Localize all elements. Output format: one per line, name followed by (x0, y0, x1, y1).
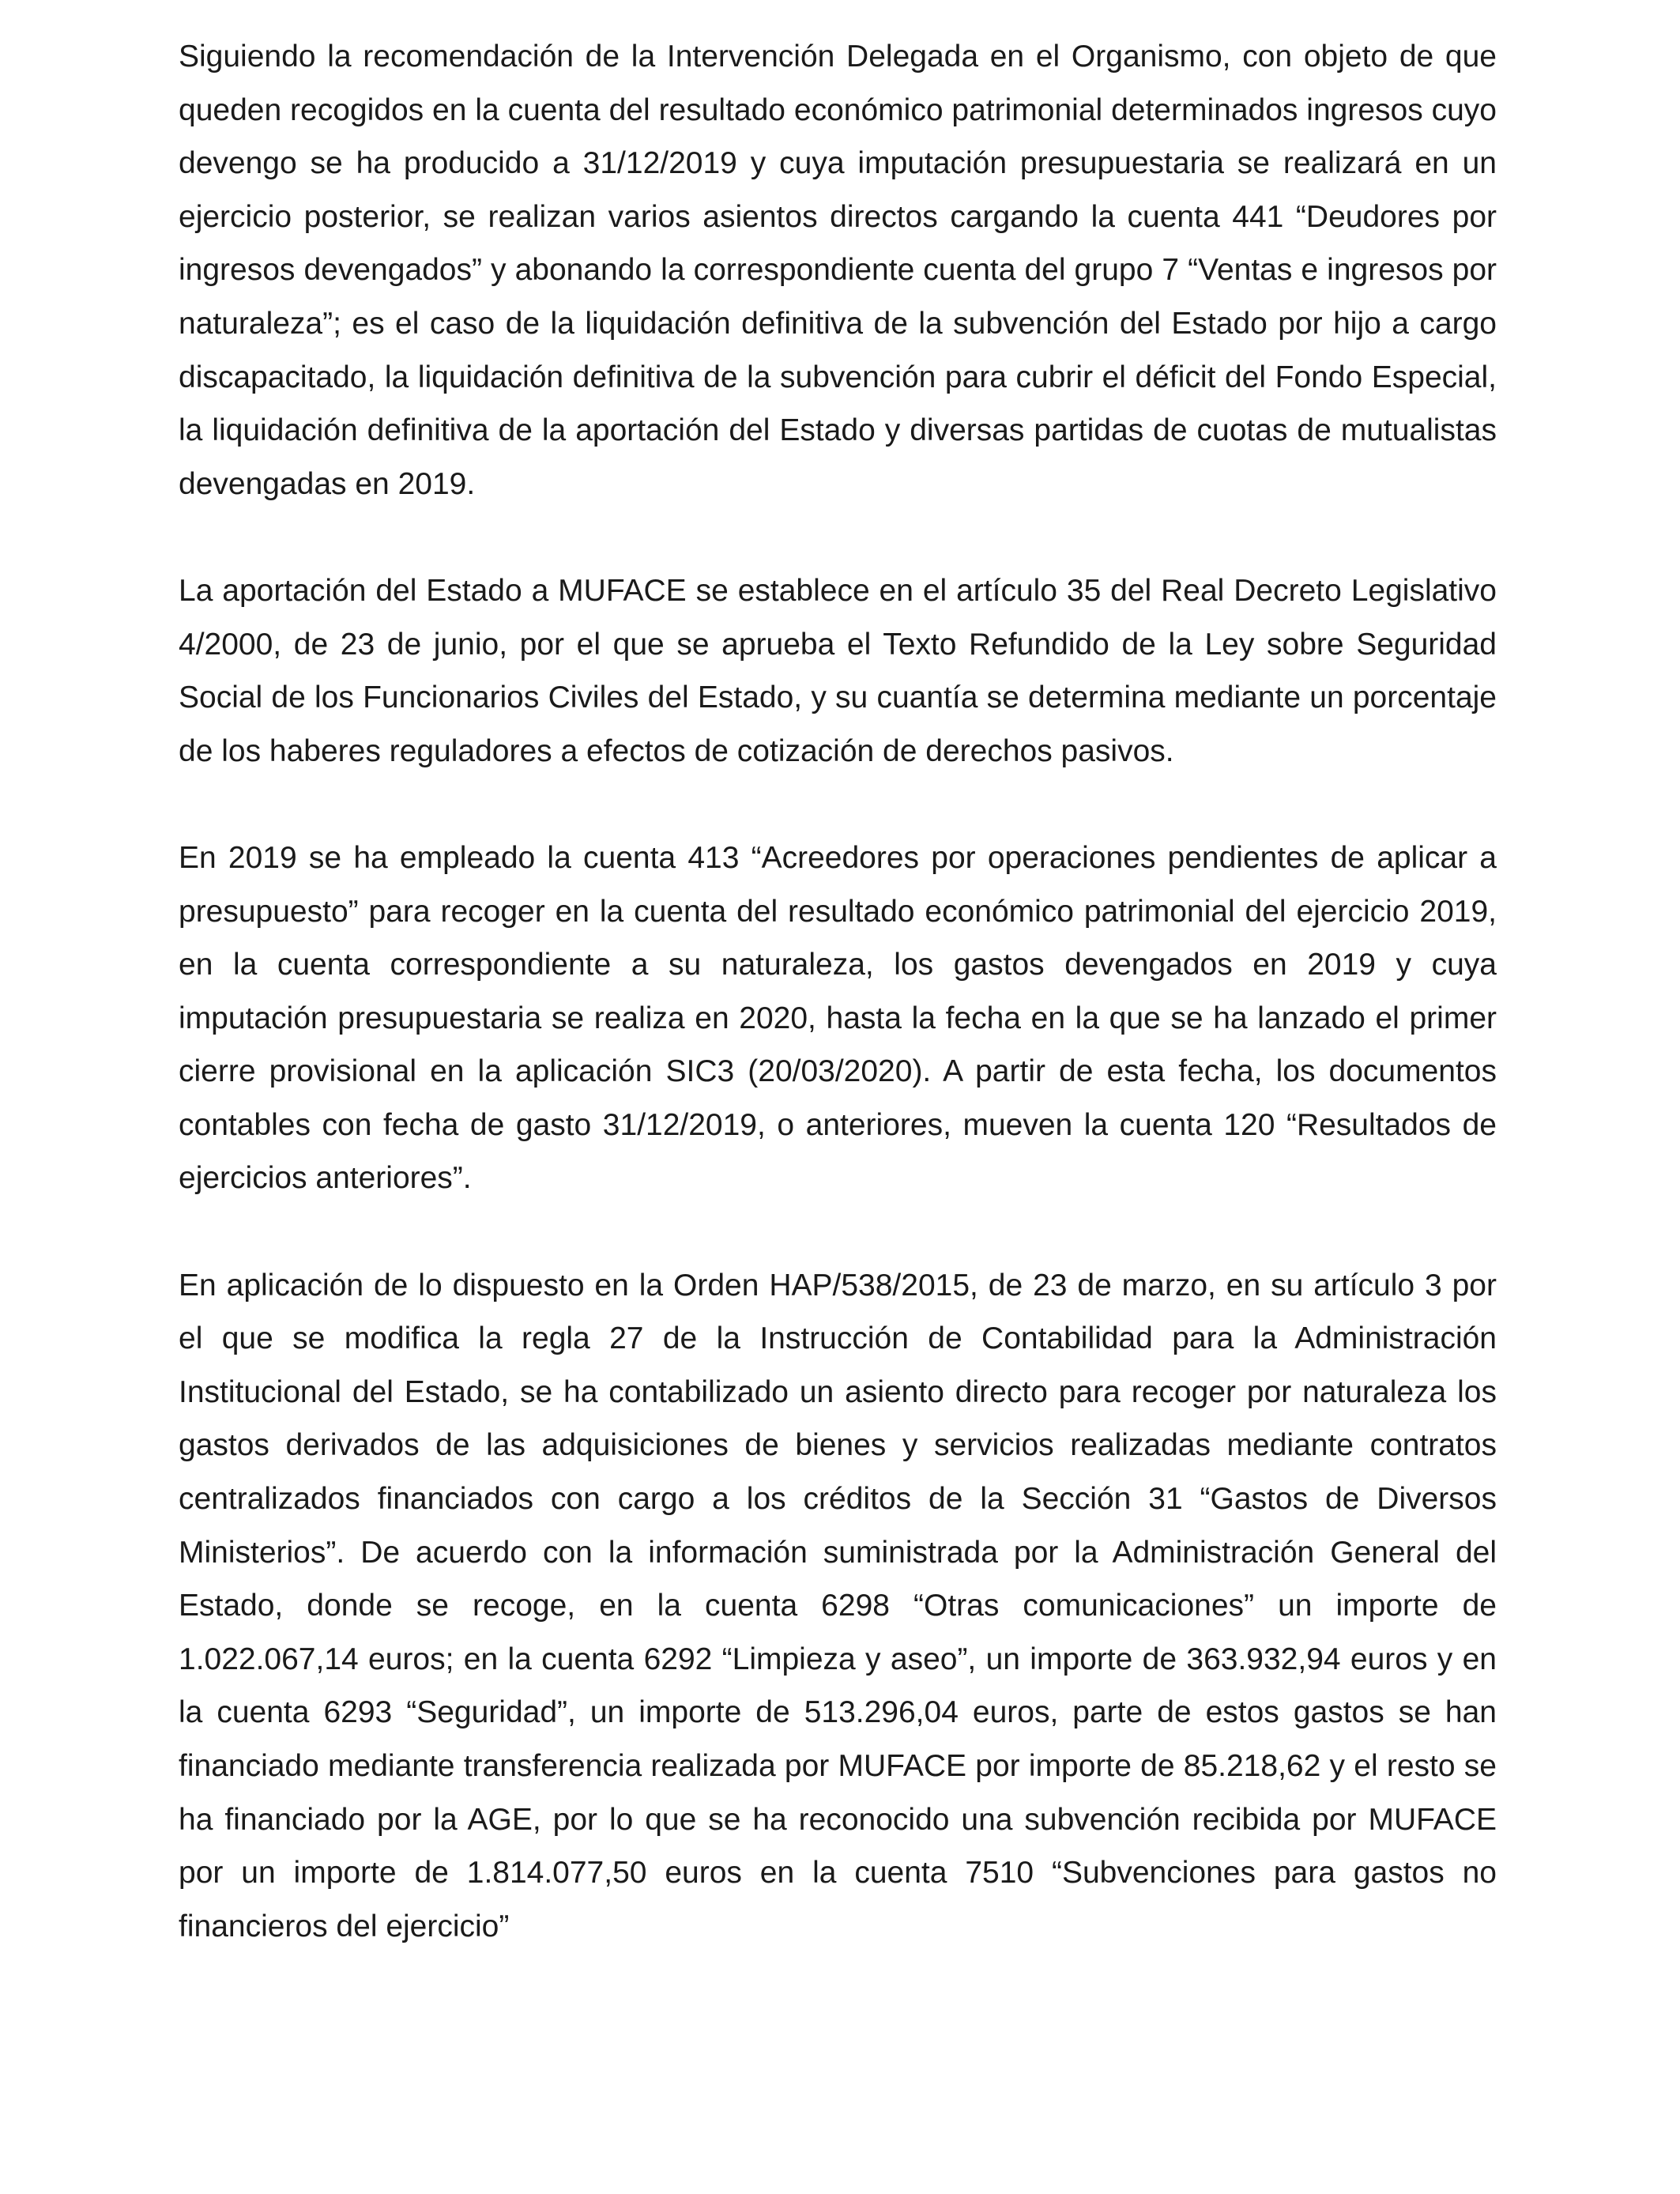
paragraph-orden-hap: En aplicación de lo dispuesto en la Orden HAP/538/2015, de 23 de marzo, en su artículo 3 por el que se modifica la regla 27 de la Instrucción de Contabilidad para la Administración Institucional del Estado, se ha contabilizado un asiento directo para recoger por naturaleza los gastos derivados de las adquisiciones de bienes y servicios realizadas mediante contratos centralizados financiados con cargo a los créditos de la Sección 31 “Gastos de Diversos Ministerios”. De acuerdo con la información suministrada por la Administración General del Estado, donde se recoge, en la cuenta 6298 “Otras comunicaciones” un importe de 1.022.067,14 euros; en la cuenta 6292 “Limpieza y aseo”, un importe de 363.932,94 euros y en la cuenta 6293 “Seguridad”, un importe de 513.296,04 euros, parte de estos gastos se han financiado mediante transferencia realizada por MUFACE por importe de 85.218,62 y el resto se ha financiado por la AGE, por lo que se ha reconocido una subvención recibida por MUFACE por un importe de 1.814.077,50 euros en la cuenta 7510 “Subvenciones para gastos no financieros del ejercicio” (179, 1268, 1497, 1943)
document-page (179, 30, 1497, 1953)
paragraph-deudores-ingresos-devengados: Siguiendo la recomendación de la Intervención Delegada en el Organismo, con objeto de que queden recogidos en la cuenta del resultado económico patrimonial determinados ingresos cuyo devengo se ha producido a 31/12/2019 y cuya imputación presupuestaria se realizará en un ejercicio posterior, se realizan varios asientos directos cargando la cuenta 441 “Deudores por ingresos devengados” y abonando la correspondiente cuenta del grupo 7 “Ventas e ingresos por naturaleza”; es el caso de la liquidación definitiva de la subvención del Estado por hijo a cargo discapacitado, la liquidación definitiva de la subvención para cubrir el déficit del Fondo Especial, la liquidación definitiva de la aportación del Estado y diversas partidas de cuotas de mutualistas devengadas en 2019. (179, 40, 1497, 501)
paragraph-cuenta-413: En 2019 se ha empleado la cuenta 413 “Acreedores por operaciones pendientes de aplicar a presupuesto” para recoger en la cuenta del resultado económico patrimonial del ejercicio 2019, en la cuenta correspondiente a su naturaleza, los gastos devengados en 2019 y cuya imputación presupuestaria se realiza en 2020, hasta la fecha en la que se ha lanzado el primer cierre provisional en la aplicación SIC3 (20/03/2020). A partir de esta fecha, los documentos contables con fecha de gasto 31/12/2019, o anteriores, mueven la cuenta 120 “Resultados de ejercicios anteriores”. (179, 840, 1497, 1196)
paragraph-aportacion-estado: La aportación del Estado a MUFACE se establece en el artículo 35 del Real Decreto Legislativo 4/2000, de 23 de junio, por el que se aprueba el Texto Refundido de la Ley sobre Seguridad Social de los Funcionarios Civiles del Estado, y su cuantía se determina mediante un porcentaje de los haberes reguladores a efectos de cotización de derechos pasivos. (179, 573, 1497, 768)
